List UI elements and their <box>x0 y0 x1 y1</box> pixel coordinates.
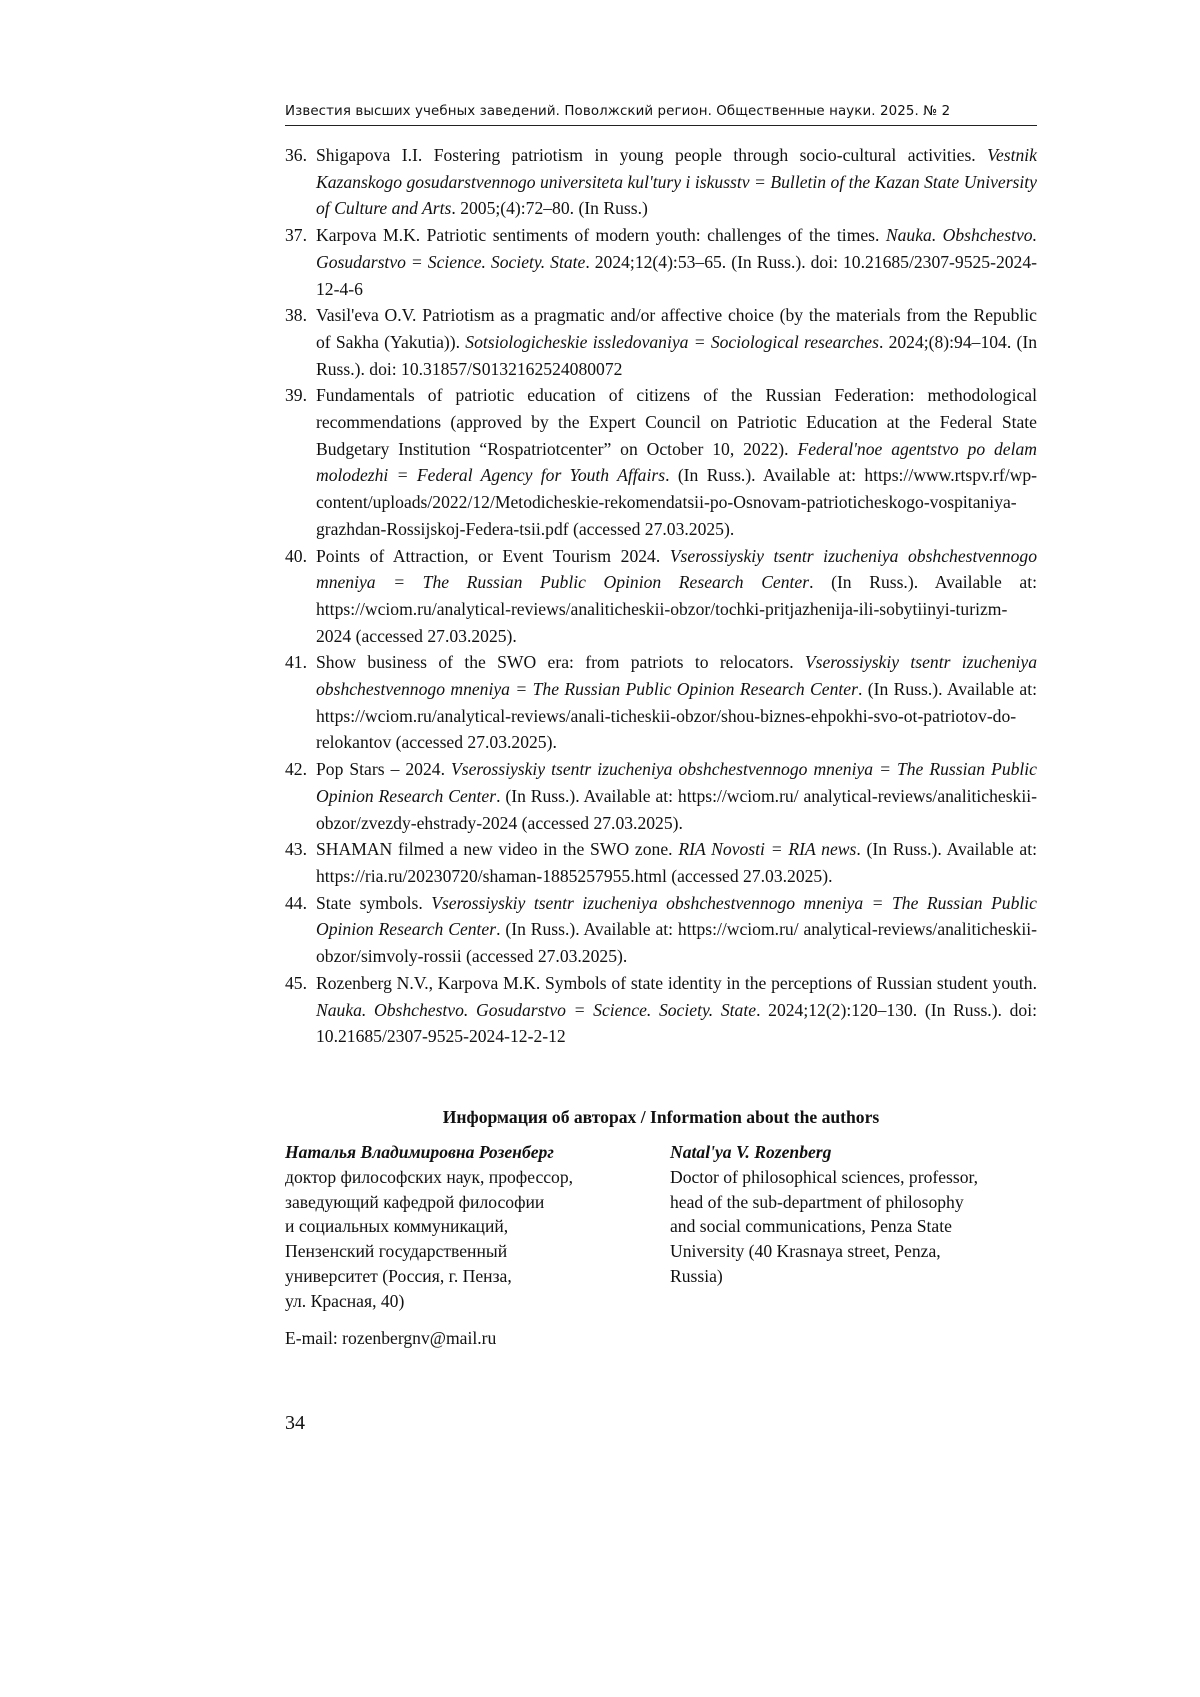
reference-number: 44. <box>285 892 307 913</box>
reference-text <box>316 546 1037 646</box>
author-name-en: Natal'ya V. Rozenberg <box>670 1142 832 1162</box>
reference-text-fragment: Fundamentals of patriotic education of citizens of the Russian Federation: methodological recommendations (approved by the Expert Council on Patriotic Education at the Federal State Budgetary Institution “Rospatriotcenter” on October 10, 2022). <box>316 385 1037 459</box>
reference-text-fragment: Show business of the SWO era: from patriots to relocators. <box>316 652 805 673</box>
reference-item <box>285 543 1037 650</box>
reference-text-fragment: . (In Russ.). Available at: https://wciom.ru/ analytical-reviews/analiticheskii-obzor/zvezdy-ehstrady-2024 (accessed 27.03.2025). <box>316 785 1037 833</box>
reference-item <box>285 142 1037 222</box>
reference-list <box>285 142 1037 1050</box>
header-divider <box>285 125 1037 126</box>
reference-text-fragment: . (In Russ.). Available at: https://ria.ru/20230720/shaman-1885257955.html (accessed 27.03.2025). <box>316 839 1038 886</box>
reference-item <box>285 890 1037 970</box>
reference-number: 38. <box>285 305 307 326</box>
reference-text-fragment: Points of Attraction, or Event Tourism 2024. <box>316 545 670 566</box>
reference-number: 43. <box>285 839 307 860</box>
reference-source-title: Federal'noe agentstvo po delam molodezhi = Federal Agency for Youth Affairs <box>316 438 1038 486</box>
reference-number: 41. <box>285 652 307 673</box>
reference-source-title: Vserossiyskiy tsentr izucheniya obshchestvennogo mneniya = The Russian Public Opinion Research Center <box>316 759 1037 806</box>
author-line: Russia) <box>670 1265 723 1286</box>
authors-section-title: Информация об авторах / Information about the authors <box>442 1107 880 1127</box>
reference-source-title: Nauka. Obshchestvo. Gosudarstvo = Science. Society. State <box>316 999 757 1020</box>
reference-text <box>316 305 1037 378</box>
reference-source-title: Nauka. Obshchestvo. Gosudarstvo = Science. Society. State <box>316 225 1037 272</box>
reference-number: 40. <box>285 545 307 566</box>
reference-text <box>316 839 1037 886</box>
reference-text <box>316 145 1037 218</box>
reference-source-title: Vserossiyskiy tsentr izucheniya obshchestvennogo mneniya = The Russian Public Opinion Research Center <box>316 652 1037 700</box>
reference-text-fragment: Shigapova I.I. Fostering patriotism in young people through socio-cultural activities. <box>316 145 988 165</box>
reference-text-fragment: Pop Stars – 2024. <box>316 759 451 780</box>
reference-text <box>316 973 1037 1046</box>
reference-text <box>316 759 1037 832</box>
author-info-russian <box>285 1140 670 1350</box>
author-name-ru: Наталья Владимировна Розенберг <box>285 1142 554 1162</box>
author-line: University (40 Krasnaya street, Penza, <box>670 1241 941 1262</box>
reference-number: 42. <box>285 759 307 780</box>
reference-text-fragment: SHAMAN filmed a new video in the SWO zone. <box>316 839 679 860</box>
reference-source-title: RIA Novosti = RIA news <box>678 839 857 860</box>
reference-text-fragment: Vasil'eva O.V. Patriotism as a pragmatic and/or affective choice (by the materials from the Republic of Sakha (Yakutia)). <box>316 305 1037 352</box>
reference-source-title: Sotsiologicheskie issledovaniya = Sociological researches <box>465 331 879 352</box>
reference-text-fragment: State symbols. <box>316 892 432 913</box>
reference-item <box>285 302 1037 382</box>
author-line: head of the sub-department of philosophy <box>670 1191 964 1212</box>
reference-text-fragment: . 2005;(4):72–80. (In Russ.) <box>451 198 648 219</box>
reference-text-fragment: Rozenberg N.V., Karpova M.K. Symbols of state identity in the perceptions of Russian student youth. <box>316 972 1037 993</box>
author-line: университет (Россия, г. Пенза, <box>285 1265 512 1286</box>
reference-text <box>316 893 1037 966</box>
reference-text-fragment: . (In Russ.). Available at: https://wciom.ru/analytical-reviews/analiticheskii-obzor/tochki-pritjazhenija-ili-sobytiinyi-turizm-2024 (accessed 27.03.2025). <box>316 572 1037 646</box>
author-line: Doctor of philosophical sciences, professor, <box>670 1166 979 1187</box>
reference-item <box>285 970 1037 1050</box>
reference-number: 39. <box>285 385 307 406</box>
reference-number: 36. <box>285 145 307 165</box>
reference-item <box>285 222 1037 302</box>
page-number: 34 <box>285 1412 305 1434</box>
reference-item <box>285 836 1037 889</box>
author-info-english <box>670 1140 1037 1350</box>
reference-text-fragment: . (In Russ.). Available at: https://wciom.ru/analytical-reviews/anali-ticheskii-obzor/shou-biznes-ehpokhi-svo-ot-patriotov-do-relokantov (accessed 27.03.2025). <box>316 679 1037 753</box>
authors-info <box>285 1140 1037 1350</box>
reference-text <box>316 385 1037 539</box>
reference-text <box>316 652 1037 752</box>
reference-source-title: Vserossiyskiy tsentr izucheniya obshchestvennogo mneniya = The Russian Public Opinion Research Center <box>316 545 1037 593</box>
author-email[interactable]: E-mail: rozenbergnv@mail.ru <box>285 1327 497 1348</box>
author-line: и социальных коммуникаций, <box>285 1216 509 1237</box>
reference-text-fragment: Karpova M.K. Patriotic sentiments of modern youth: challenges of the times. <box>316 225 886 246</box>
author-line: доктор философских наук, профессор, <box>285 1166 574 1187</box>
author-line: заведующий кафедрой философии <box>285 1191 545 1212</box>
reference-text-fragment: . (In Russ.). Available at: https://wciom.ru/ analytical-reviews/analiticheskii-obzor/simvoly-rossii (accessed 27.03.2025). <box>316 919 1037 967</box>
reference-source-title: Vestnik Kazanskogo gosudarstvennogo universiteta kul'tury i iskusstv = Bulletin of the Kazan State University of Culture and Arts <box>316 145 1037 219</box>
reference-text <box>316 225 1037 298</box>
reference-text-fragment: . 2024;12(2):120–130. (In Russ.). doi: 10.21685/2307-9525-2024-12-2-12 <box>316 999 1038 1047</box>
reference-text-fragment: . 2024;(8):94–104. (In Russ.). doi: 10.31857/S0132162524080072 <box>316 331 1037 379</box>
reference-number: 45. <box>285 972 307 993</box>
reference-item <box>285 649 1037 756</box>
running-head: Известия высших учебных заведений. Поволжский регион. Общественные науки. 2025. № 2 <box>285 104 951 119</box>
reference-item <box>285 756 1037 836</box>
reference-item <box>285 382 1037 542</box>
reference-number: 37. <box>285 225 307 246</box>
author-line: ул. Красная, 40) <box>285 1290 405 1311</box>
reference-text-fragment: . 2024;12(4):53–65. (In Russ.). doi: 10.21685/2307-9525-2024-12-4-6 <box>316 251 1037 299</box>
reference-source-title: Vserossiyskiy tsentr izucheniya obshchestvennogo mneniya = The Russian Public Opinion Research Center <box>316 892 1037 940</box>
reference-text-fragment: . (In Russ.). Available at: https://www.rtspv.rf/wp-content/uploads/2022/12/Metodicheskie-rekomendatsii-po-Osnovam-patrioticheskogo-vospitaniya-grazhdan-Rossijskoj-Federa-tsii.pdf (accessed 27.03.2025). <box>316 465 1038 539</box>
author-line: Пензенский государственный <box>285 1241 508 1262</box>
author-line: and social communications, Penza State <box>670 1216 952 1237</box>
